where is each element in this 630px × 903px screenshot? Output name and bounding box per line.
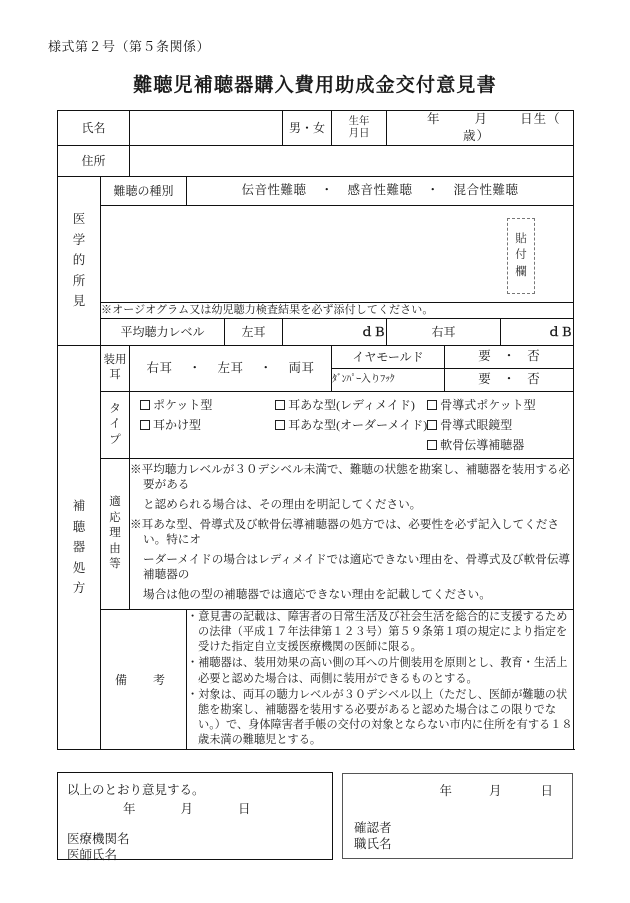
checkbox-icon[interactable] [427,420,437,430]
sex-field[interactable]: 男・女 [283,111,332,146]
medical-findings-char-2: 学 [72,232,86,247]
left-ear-label: 左耳 [225,318,283,345]
findings-free-area[interactable] [101,205,574,302]
type-grid-spacer-2 [275,437,427,453]
reason-note-line-3: ※耳あな型、骨導式及び軟骨伝導補聴器の処方では、必要性を必ず記入してください。特にオ [130,517,559,547]
type-options-group[interactable] [130,391,574,459]
avg-hearing-label: 平均聴力レベル [101,318,225,345]
name-label: 氏名 [58,111,130,146]
separator-3: ・ [188,360,202,375]
confirm-date-field[interactable] [439,781,554,799]
audiogram-note: ※オージオグラム又は幼児聴力検査結果を必ず添付してください。 [101,302,574,318]
reason-char-4: 由 [109,542,121,555]
doctor-name-field[interactable]: 医師氏名 [67,848,118,862]
checkbox-label: 耳かけ型 [153,417,202,432]
type-char-3: プ [109,433,121,446]
medical-findings-char-1: 医 [72,212,86,227]
confirm-day-label: 日 [540,784,554,798]
attachment-char-1: 貼 [515,232,527,245]
type-label [101,391,130,459]
table-row-deafness-type [58,176,574,205]
table-row-wear-ear [58,345,574,368]
reason-char-2: 応 [109,511,121,524]
dob-year-label: 年 [427,112,441,126]
reason-free-text-area[interactable] [130,459,574,610]
checkbox-label: ポケット型 [153,397,213,412]
option-right-ear[interactable]: 右耳 [146,360,173,375]
left-ear-db-unit: ｄＢ [361,324,387,339]
confirmer-label: 確認者 [354,821,392,835]
checkbox-label: 軟骨伝導補聴器 [440,437,525,452]
name-input[interactable] [130,111,283,146]
dob-month-label: 月 [474,112,489,126]
institution-name-field[interactable]: 医療機関名 [67,832,130,846]
option-mixed[interactable]: 混合性難聴 [453,183,519,198]
dob-age-label: 歳） [463,128,491,143]
checkbox-icon[interactable] [427,440,437,450]
table-row-reason [58,459,574,610]
remarks-label [101,610,187,750]
form-number: 様式第２号（第５条関係） [48,39,211,54]
checkbox-label: 骨導式眼鏡型 [440,417,513,432]
prescription-char-1: 補 [72,499,86,514]
checkbox-label: 骨導式ポケット型 [440,397,536,412]
reason-char-1: 適 [109,496,121,509]
opinion-year-label: 年 [123,802,137,816]
right-ear-db-input[interactable] [501,318,574,345]
right-ear-db-unit: ｄＢ [548,324,574,339]
confirmer-box [342,773,573,859]
reason-note-line-5: 場合は他の型の補聴器では適応できない理由を記載してください。 [143,588,491,602]
medical-findings-label [58,176,101,345]
damper-hook-no[interactable]: 否 [527,372,540,387]
wear-ear-options[interactable] [130,345,332,391]
checkbox-bone-conduction-glasses[interactable] [427,417,569,433]
remarks-content [187,610,574,750]
birth-label-line1: 生年 [348,115,370,127]
deafness-type-label: 難聴の種別 [101,176,187,205]
reason-note-line-1: ※平均聴力レベルが３０デシベル未満で、難聴の状態を勘案し、補聴器を装用する必要がある [130,462,571,492]
table-row-address [58,145,574,176]
checkbox-ite-readymade[interactable] [275,397,427,413]
option-sensorineural[interactable]: 感音性難聴 [347,183,413,198]
confirm-year-label: 年 [439,784,453,798]
remarks-label-text: 備 考 [115,672,173,687]
wear-ear-char-1: 装用 [103,353,127,366]
attachment-box [507,218,535,294]
earmold-label: イヤモールド [332,345,445,368]
deafness-type-options[interactable] [187,176,574,205]
separator-4: ・ [259,360,273,375]
dob-input[interactable] [387,111,574,146]
reason-char-5: 等 [109,558,121,571]
left-ear-db-input[interactable] [283,318,387,345]
separator-2: ・ [426,183,440,198]
option-left-ear[interactable]: 左耳 [217,360,244,375]
checkbox-icon[interactable] [275,400,285,410]
checkbox-bone-conduction-pocket[interactable] [427,397,569,413]
checkbox-label: 耳あな型(レディメイド) [288,397,415,412]
confirm-month-label: 月 [488,784,503,798]
separator-6: ・ [502,372,516,387]
birth-label [332,111,387,146]
checkbox-icon[interactable] [140,420,150,430]
prescription-char-4: 処 [72,560,86,575]
opinion-date-field[interactable] [123,799,252,817]
address-label: 住所 [58,145,130,176]
prescription-char-3: 器 [72,540,86,555]
page-title: 難聴児補聴器購入費用助成金交付意見書 [133,75,497,96]
opinion-day-label: 日 [238,802,252,816]
birth-label-line2: 月日 [348,127,370,139]
prescription-label [58,345,101,750]
earmold-need-options[interactable] [445,345,574,368]
table-row-audiogram-note [58,302,574,318]
wear-ear-char-2: 耳 [109,369,121,382]
checkbox-bte-type[interactable] [140,417,275,433]
type-char-2: イ [109,418,121,431]
attachment-char-3: 欄 [515,266,527,279]
separator-5: ・ [502,349,516,364]
checkbox-icon[interactable] [140,400,150,410]
signature-section [57,772,573,862]
right-ear-label: 右耳 [387,318,501,345]
reason-note-line-2: と認められる場合は、その理由を明記してください。 [143,497,422,511]
type-char-1: タ [109,402,121,415]
remarks-item-3: ・対象は、両耳の聴力レベルが３０デシベル以上（ただし、医師が難聴の状態を勘案し、補聴器を装用する必要があると認めた場合はこの限りでない。）で、身体障害者手帳の交付の対象とならない市内に住所を有する１８歳未満の難聴児とする。 [187,688,573,747]
dob-day-label: 日生（ [520,112,561,126]
table-row-remarks [58,610,574,750]
table-row-type [58,391,574,459]
checkbox-icon[interactable] [427,400,437,410]
checkbox-cartilage-conduction[interactable] [427,437,569,453]
attachment-char-2: 付 [515,249,527,262]
doctor-signature-box [57,772,333,860]
opinion-statement: 以上のとおり意見する。 [67,783,205,797]
medical-findings-char-4: 所 [72,273,86,288]
earmold-yes[interactable]: 要 [478,349,491,364]
reason-note-line-4: ーダーメイドの場合はレディメイドでは適応できない理由を、骨導式及び軟骨伝導補聴器の [143,552,571,582]
damper-hook-need-options[interactable] [445,368,574,391]
table-row-findings-blank [58,205,574,302]
reason-char-3: 理 [109,527,121,540]
damper-hook-yes[interactable]: 要 [478,372,491,387]
option-conductive[interactable]: 伝音性難聴 [241,183,307,198]
option-both-ears[interactable]: 両耳 [288,360,315,375]
main-form-table [57,110,574,750]
remarks-item-1: ・意見書の記載は、障害者の日常生活及び社会生活を総合的に支援するための法律（平成１７年法律第１２３号）第５９条第１項の規定により指定を受けた指定自立支援医療機関の医師に限る。 [187,611,568,654]
table-row-name [58,111,574,146]
confirmer-name-field[interactable]: 職氏名 [354,837,392,851]
opinion-month-label: 月 [180,802,195,816]
table-row-average-hearing [58,318,574,345]
earmold-no[interactable]: 否 [527,349,540,364]
separator-1: ・ [320,183,334,198]
prescription-char-5: 方 [72,581,86,596]
checkbox-icon[interactable] [275,420,285,430]
medical-findings-char-3: 的 [72,253,86,268]
remarks-item-2: ・補聴器は、装用効果の高い側の耳への片側装用を原則とし、教育・生活上必要と認めた場合は、両側に装用ができるものとする。 [187,657,568,685]
medical-findings-char-5: 見 [72,294,86,309]
checkbox-label: 耳あな型(オーダーメイド) [288,417,428,432]
prescription-char-2: 聴 [72,519,86,534]
wear-ear-label [101,345,130,391]
type-grid-spacer-1 [140,437,275,453]
checkbox-pocket-type[interactable] [140,397,275,413]
checkbox-ite-custommade[interactable] [275,417,427,433]
reason-label [101,459,130,610]
address-input[interactable] [130,145,574,176]
damper-hook-label: ﾀﾞﾝﾊﾟｰ入りﾌｯｸ [332,368,445,391]
